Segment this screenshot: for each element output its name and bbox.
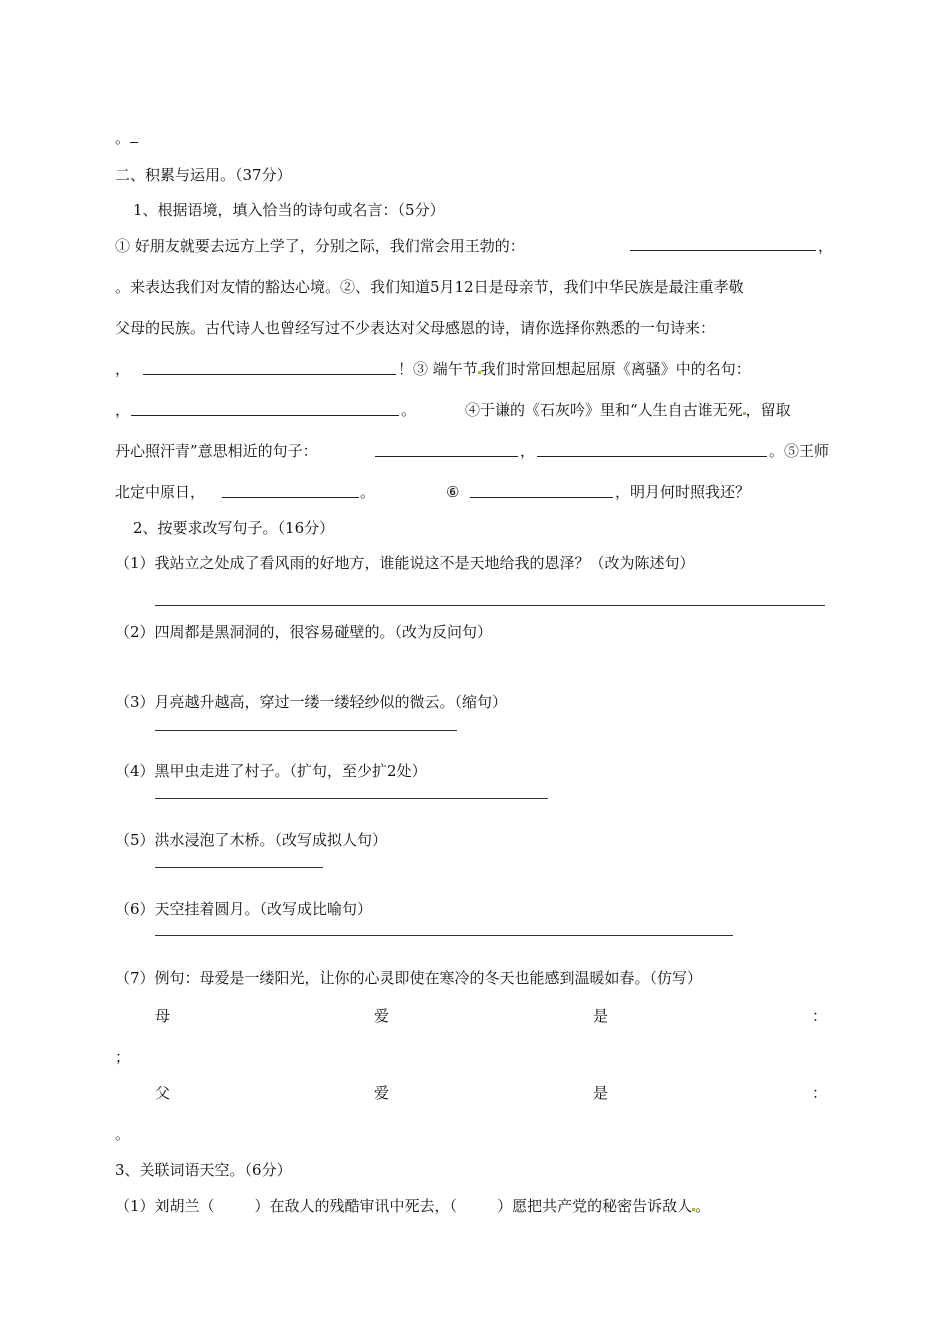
imitation-row-mother: 母 爱 是 ： <box>155 1007 827 1025</box>
q1-line-3: 父母的民族。古代诗人也曾经写过不少表达对父母感恩的诗，请你选择你熟悉的一句诗来： <box>115 319 716 337</box>
answer-line[interactable] <box>155 798 548 799</box>
q2-item-5: （5）洪水浸泡了木桥。（改写成拟人句） <box>115 831 388 849</box>
answer-blank[interactable] <box>222 483 359 498</box>
answer-blank[interactable] <box>630 236 816 251</box>
q2-item-3: （3）月亮越升越高，穿过一缕一缕轻纱似的微云。（缩句） <box>115 693 508 711</box>
q1-line-7-start: 北定中原日， <box>115 483 206 501</box>
stray-period: 。 <box>115 128 138 148</box>
q1-line-5-period: 。 <box>401 401 417 419</box>
answer-line[interactable] <box>155 605 825 606</box>
answer-line[interactable] <box>155 935 733 936</box>
imitation-row-father: 父 爱 是 ： <box>155 1084 827 1102</box>
q1-line-1: ① 好朋友就要去远方上学了，分别之际，我们常会用王勃的： <box>115 237 525 255</box>
q1-line-2: 。来表达我们对友情的豁达心境。②、我们知道5月12日是母亲节，我们中华民族是最注重孝敬 <box>115 278 744 296</box>
q3-item-1: （1）刘胡兰（ ）在敌人的残酷审讯中死去，（ ）愿把共产党的秘密告诉敌人 。 <box>115 1197 711 1215</box>
q1-line-6-start: 丹心照汗青”意思相近的句子： <box>115 442 318 460</box>
q1-line-5-start: ， <box>115 401 131 419</box>
answer-line[interactable] <box>155 730 457 731</box>
q2-item-2: （2）四周都是黑洞洞的，很容易碰壁的。（改为反问句） <box>115 623 493 641</box>
q1-line-6-comma: ， <box>520 442 536 460</box>
answer-blank[interactable] <box>131 401 399 416</box>
q1-line-1-end: ， <box>818 237 834 255</box>
q1-line-6-end: 。⑤王师 <box>769 442 830 460</box>
answer-blank[interactable] <box>537 442 767 457</box>
section-2-title: 二、积累与运用。（37分） <box>115 166 292 184</box>
q1-line-4: ！③ 端午节 我们时常回想起屈原《离骚》中的名句： <box>398 360 751 378</box>
q2-title: 2、按要求改写句子。（16分） <box>133 519 335 537</box>
imitation-row-father-end: 。 <box>115 1125 131 1143</box>
q2-item-6: （6）天空挂着圆月。（改写成比喻句） <box>115 900 373 918</box>
q1-line-7-period: 。 <box>360 483 376 501</box>
q1-line-7-number: ⑥ <box>446 483 460 501</box>
answer-blank[interactable] <box>143 360 396 375</box>
q2-item-4: （4）黑甲虫走进了村子。（扩句，至少扩2处） <box>115 762 427 780</box>
q1-line-7-end: ，明月何时照我还？ <box>615 483 751 501</box>
q3-title: 3、关联词语天空。（6分） <box>115 1161 292 1179</box>
q2-item-7: （7）例句：母爱是一缕阳光，让你的心灵即使在寒冷的冬天也能感到温暖如春。（仿写） <box>115 969 703 987</box>
answer-blank[interactable] <box>470 483 613 498</box>
imitation-row-mother-end: ； <box>115 1048 131 1066</box>
answer-blank[interactable] <box>130 128 138 143</box>
q1-line-4-start: ， <box>115 360 131 378</box>
q2-item-1: （1）我站立之处成了看风雨的好地方，谁能说这不是天地给我的恩泽？（改为陈述句） <box>115 554 695 572</box>
q1-title: 1、根据语境，填入恰当的诗句或名言：（5分） <box>133 201 445 219</box>
answer-line[interactable] <box>155 867 323 868</box>
answer-blank[interactable] <box>375 442 518 457</box>
q1-line-5: ④于谦的《石灰吟》里和“人生自古谁无死 ，留取 <box>465 401 791 419</box>
